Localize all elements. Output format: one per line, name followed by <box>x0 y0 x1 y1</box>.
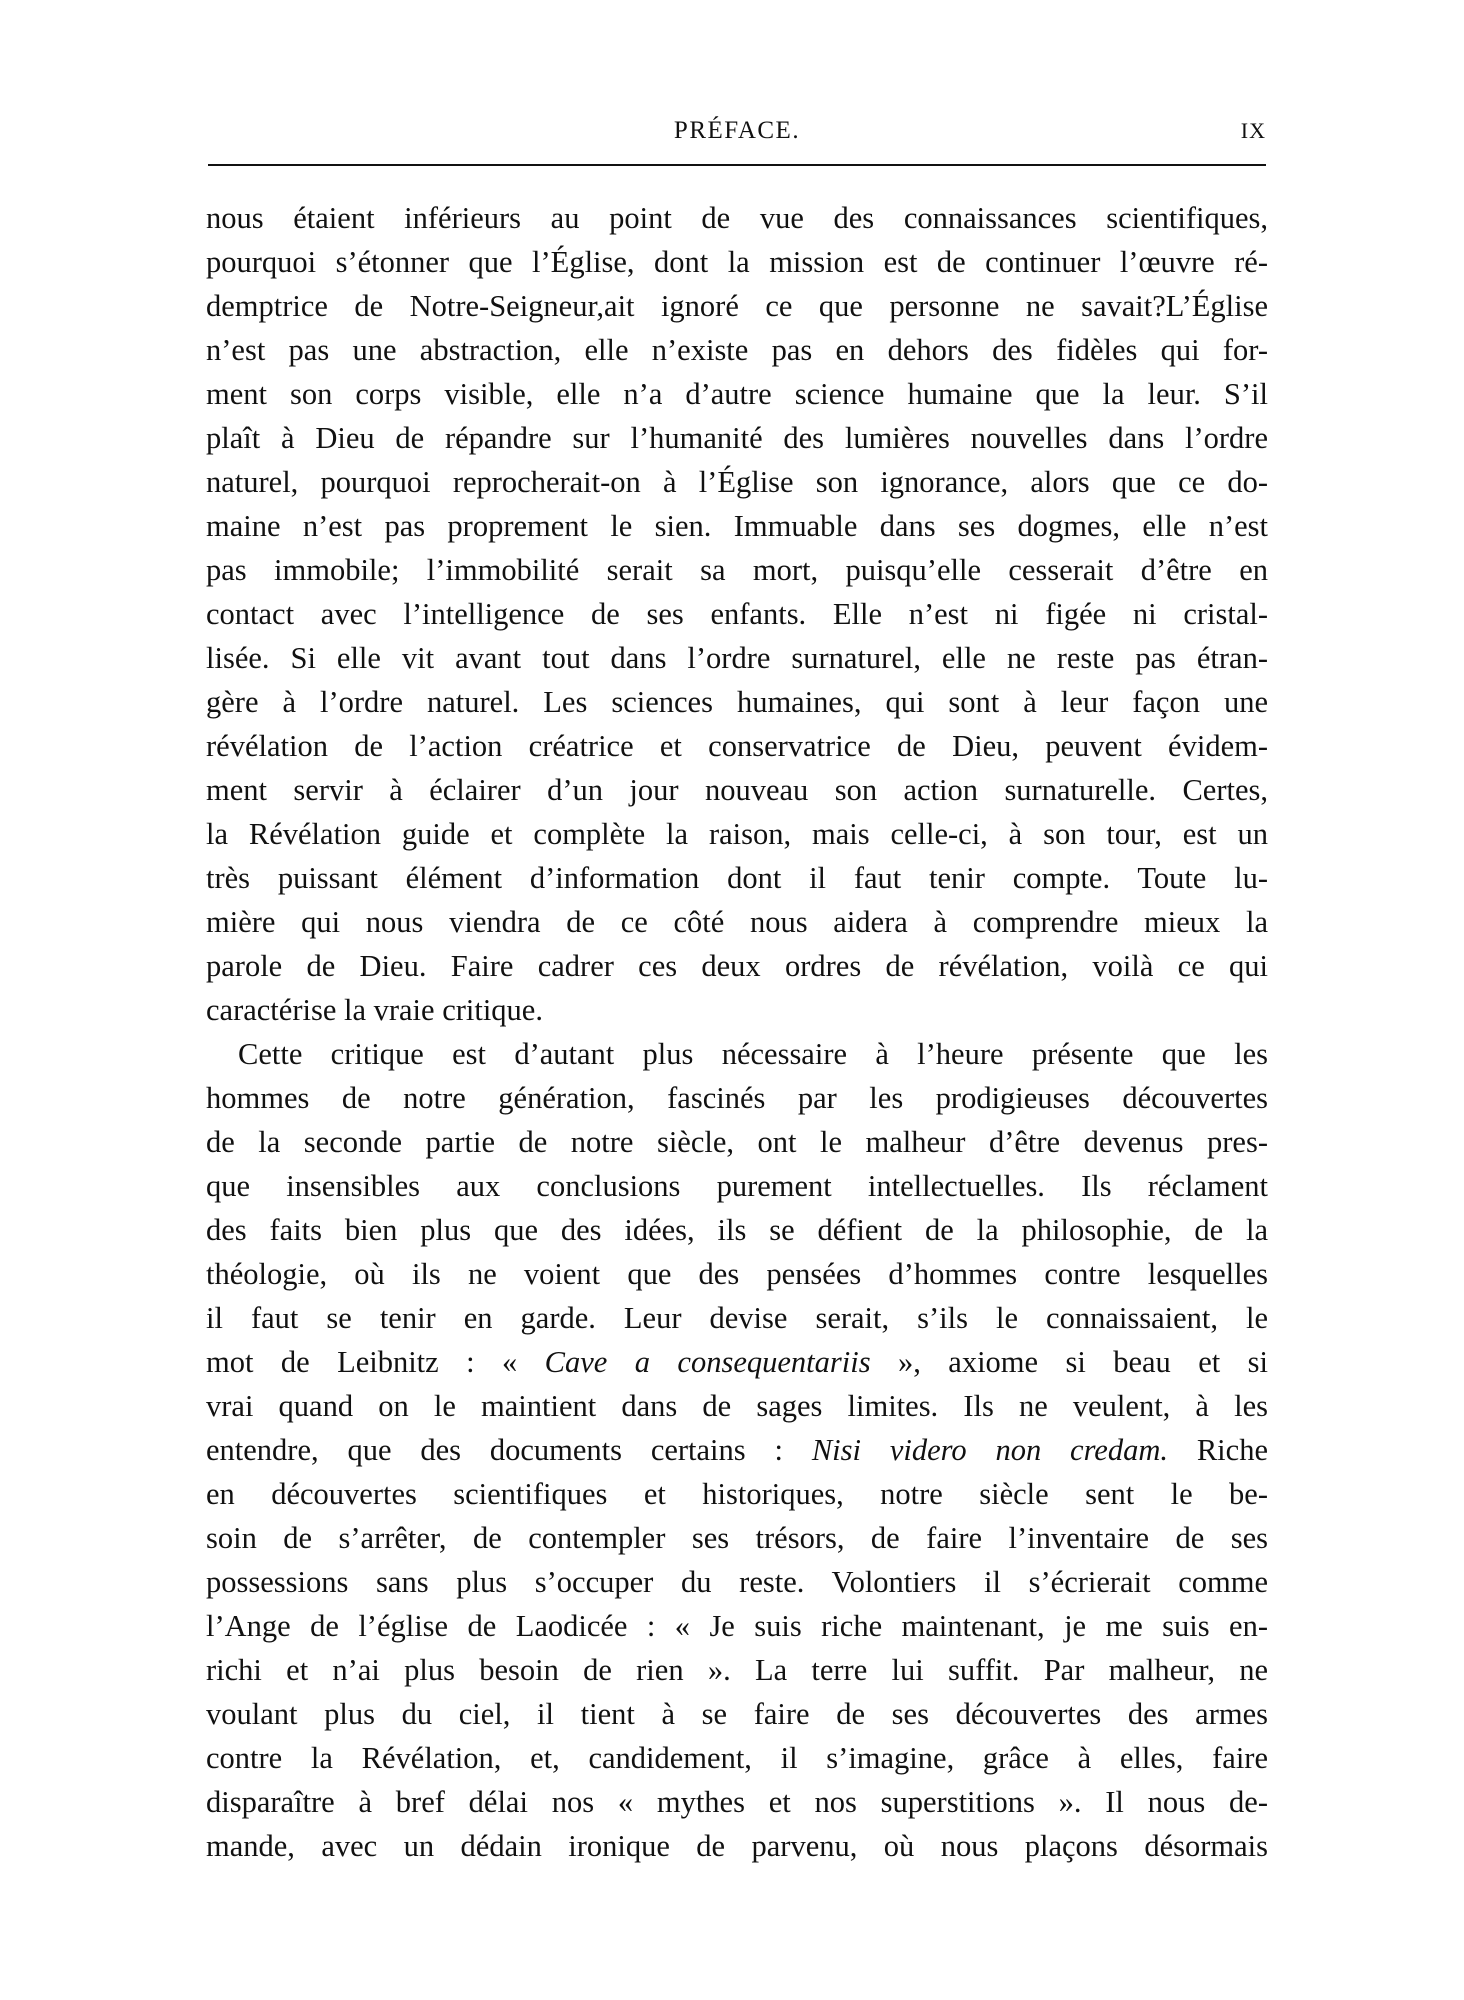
text-line: théologie, où ils ne voient que des pensées d’hommes contre lesquelles <box>206 1257 1268 1291</box>
text-line: lisée. Si elle vit avant tout dans l’ordre surnaturel, elle ne reste pas étran- <box>206 641 1268 675</box>
text-line: vrai quand on le maintient dans de sages limites. Ils ne veulent, à les <box>206 1389 1268 1423</box>
text-line: parole de Dieu. Faire cadrer ces deux ordres de révélation, voilà ce qui <box>206 949 1268 983</box>
text-line: mière qui nous viendra de ce côté nous aidera à comprendre mieux la <box>206 905 1268 939</box>
running-head <box>208 114 1266 148</box>
text-line: hommes de notre génération, fascinés par les prodigieuses découvertes <box>206 1081 1268 1115</box>
text-line: demptrice de Notre-Seigneur,ait ignoré ce que personne ne savait?L’Église <box>206 289 1268 323</box>
text-line: mande, avec un dédain ironique de parvenu, où nous plaçons désormais <box>206 1829 1268 1863</box>
page-number: IX <box>1240 118 1266 143</box>
text-line: contact avec l’intelligence de ses enfants. Elle n’est ni figée ni cristal- <box>206 597 1268 631</box>
text-line: révélation de l’action créatrice et conservatrice de Dieu, peuvent évidem- <box>206 729 1268 763</box>
nisi-line-after: Riche <box>1168 1433 1268 1467</box>
text-line: la Révélation guide et complète la raison, mais celle-ci, à son tour, est un <box>206 817 1268 851</box>
nisi-latin-quote: Nisi videro non credam. <box>811 1433 1168 1467</box>
paragraph-end-line: caractérise la vraie critique. <box>206 993 543 1027</box>
running-title: PRÉFACE. <box>673 117 801 144</box>
body-text <box>206 196 1268 1868</box>
text-line: contre la Révélation, et, candidement, il s’imagine, grâce à elles, faire <box>206 1741 1268 1775</box>
leibnitz-line-after: », axiome si beau et si <box>870 1345 1268 1379</box>
leibnitz-line-before: mot de Leibnitz : « <box>206 1345 545 1379</box>
text-line: plaît à Dieu de répandre sur l’humanité des lumières nouvelles dans l’ordre <box>206 421 1268 455</box>
text-line: en découvertes scientifiques et historiques, notre siècle sent le be- <box>206 1477 1268 1511</box>
text-line: maine n’est pas proprement le sien. Immuable dans ses dogmes, elle n’est <box>206 509 1268 543</box>
text-line: possessions sans plus s’occuper du reste. Volontiers il s’écrierait comme <box>206 1565 1268 1599</box>
text-line: disparaître à bref délai nos « mythes et nos superstitions ». Il nous de- <box>206 1785 1268 1819</box>
text-line: n’est pas une abstraction, elle n’existe pas en dehors des fidèles qui for- <box>206 333 1268 367</box>
text-line: il faut se tenir en garde. Leur devise serait, s’ils le connaissaient, le <box>206 1301 1268 1335</box>
text-line: richi et n’ai plus besoin de rien ». La terre lui suffit. Par malheur, ne <box>206 1653 1268 1687</box>
text-line: ment servir à éclairer d’un jour nouveau son action surnaturelle. Certes, <box>206 773 1268 807</box>
nisi-line-before: entendre, que des documents certains : <box>206 1433 812 1467</box>
paragraph-start-line: Cette critique est d’autant plus nécessaire à l’heure présente que les <box>238 1037 1268 1071</box>
leibnitz-latin-quote: Cave a consequentariis <box>544 1345 871 1379</box>
nisi-quote-line <box>206 1428 1268 1472</box>
text-line: l’Ange de l’église de Laodicée : « Je suis riche maintenant, je me suis en- <box>206 1609 1268 1643</box>
text-line: ment son corps visible, elle n’a d’autre science humaine que la leur. S’il <box>206 377 1268 411</box>
text-line: pas immobile; l’immobilité serait sa mort, puisqu’elle cesserait d’être en <box>206 553 1268 587</box>
leibnitz-quote-line <box>206 1340 1268 1384</box>
text-line: très puissant élément d’information dont il faut tenir compte. Toute lu- <box>206 861 1268 895</box>
header-rule <box>208 164 1266 166</box>
text-line: soin de s’arrêter, de contempler ses trésors, de faire l’inventaire de ses <box>206 1521 1268 1555</box>
text-line: pourquoi s’étonner que l’Église, dont la mission est de continuer l’œuvre ré- <box>206 245 1268 279</box>
text-line: voulant plus du ciel, il tient à se faire de ses découvertes des armes <box>206 1697 1268 1731</box>
text-line: nous étaient inférieurs au point de vue des connaissances scientifiques, <box>206 201 1268 235</box>
text-line: de la seconde partie de notre siècle, ont le malheur d’être devenus pres- <box>206 1125 1268 1159</box>
text-line: naturel, pourquoi reprocherait-on à l’Église son ignorance, alors que ce do- <box>206 465 1268 499</box>
text-line: des faits bien plus que des idées, ils se défient de la philosophie, de la <box>206 1213 1268 1247</box>
text-line: que insensibles aux conclusions purement intellectuelles. Ils réclament <box>206 1169 1268 1203</box>
text-line: gère à l’ordre naturel. Les sciences humaines, qui sont à leur façon une <box>206 685 1268 719</box>
